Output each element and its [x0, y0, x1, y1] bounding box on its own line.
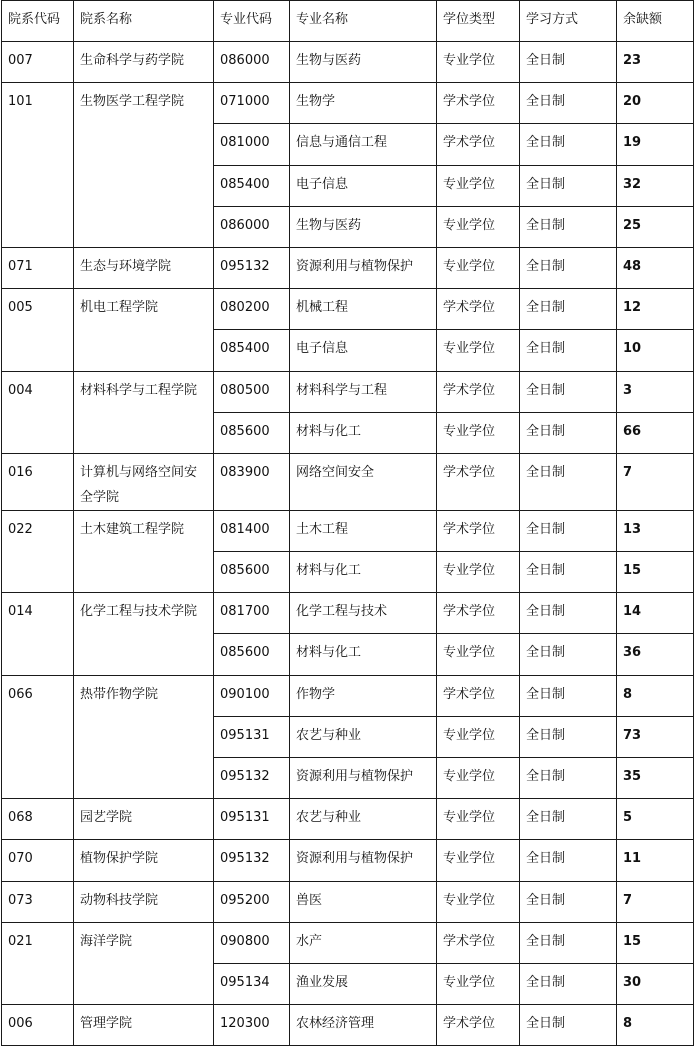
degree-type-cell: 学术学位: [437, 289, 520, 330]
header-vacancy: 余缺额: [617, 1, 694, 42]
study-mode-cell: 全日制: [520, 42, 617, 83]
dept-code-cell: 006: [2, 1005, 74, 1046]
vacancy-cell: 19: [617, 124, 694, 165]
table-row: [2, 510, 694, 551]
vacancy-cell: 25: [617, 206, 694, 247]
dept-name-cell: 生物医学工程学院: [74, 83, 214, 248]
major-name-cell: 材料科学与工程: [290, 371, 437, 412]
degree-type-cell: 专业学位: [437, 247, 520, 288]
major-name-cell: 材料与化工: [290, 412, 437, 453]
major-code-cell: 081000: [214, 124, 290, 165]
study-mode-cell: 全日制: [520, 247, 617, 288]
degree-type-cell: 专业学位: [437, 165, 520, 206]
major-code-cell: 085600: [214, 552, 290, 593]
degree-type-cell: 专业学位: [437, 840, 520, 881]
study-mode-cell: 全日制: [520, 289, 617, 330]
vacancy-cell: 13: [617, 510, 694, 551]
major-code-cell: 081700: [214, 593, 290, 634]
major-code-cell: 086000: [214, 206, 290, 247]
study-mode-cell: 全日制: [520, 922, 617, 963]
study-mode-cell: 全日制: [520, 675, 617, 716]
major-name-cell: 资源利用与植物保护: [290, 840, 437, 881]
dept-name-cell: 热带作物学院: [74, 675, 214, 799]
major-code-cell: 095131: [214, 799, 290, 840]
major-code-cell: 095132: [214, 247, 290, 288]
vacancy-cell: 30: [617, 963, 694, 1004]
table-row: [2, 83, 694, 124]
vacancy-cell: 35: [617, 758, 694, 799]
degree-type-cell: 学术学位: [437, 593, 520, 634]
major-code-cell: 090800: [214, 922, 290, 963]
degree-type-cell: 专业学位: [437, 716, 520, 757]
study-mode-cell: 全日制: [520, 963, 617, 1004]
major-name-cell: 土木工程: [290, 510, 437, 551]
degree-type-cell: 学术学位: [437, 510, 520, 551]
dept-code-cell: 016: [2, 453, 74, 510]
degree-type-cell: 专业学位: [437, 330, 520, 371]
dept-code-cell: 071: [2, 247, 74, 288]
major-name-cell: 兽医: [290, 881, 437, 922]
dept-code-cell: 022: [2, 510, 74, 592]
degree-type-cell: 学术学位: [437, 675, 520, 716]
major-name-cell: 农林经济管理: [290, 1005, 437, 1046]
vacancy-cell: 10: [617, 330, 694, 371]
table-row: [2, 840, 694, 881]
major-name-cell: 电子信息: [290, 165, 437, 206]
study-mode-cell: 全日制: [520, 552, 617, 593]
table-row: [2, 881, 694, 922]
table-row: [2, 371, 694, 412]
dept-code-cell: 068: [2, 799, 74, 840]
dept-name-cell: 土木建筑工程学院: [74, 510, 214, 592]
study-mode-cell: 全日制: [520, 330, 617, 371]
major-name-cell: 生物与医药: [290, 42, 437, 83]
vacancy-cell: 36: [617, 634, 694, 675]
study-mode-cell: 全日制: [520, 1005, 617, 1046]
major-code-cell: 083900: [214, 453, 290, 510]
degree-type-cell: 专业学位: [437, 206, 520, 247]
study-mode-cell: 全日制: [520, 840, 617, 881]
study-mode-cell: 全日制: [520, 799, 617, 840]
header-dept-name: 院系名称: [74, 1, 214, 42]
degree-type-cell: 学术学位: [437, 453, 520, 510]
major-name-cell: 生物学: [290, 83, 437, 124]
degree-type-cell: 学术学位: [437, 922, 520, 963]
header-major-name: 专业名称: [290, 1, 437, 42]
degree-type-cell: 专业学位: [437, 881, 520, 922]
vacancy-cell: 32: [617, 165, 694, 206]
major-name-cell: 材料与化工: [290, 552, 437, 593]
dept-code-cell: 070: [2, 840, 74, 881]
major-code-cell: 095131: [214, 716, 290, 757]
dept-code-cell: 007: [2, 42, 74, 83]
vacancy-cell: 20: [617, 83, 694, 124]
major-name-cell: 作物学: [290, 675, 437, 716]
degree-type-cell: 学术学位: [437, 83, 520, 124]
dept-name-cell: 植物保护学院: [74, 840, 214, 881]
dept-name-cell: 生态与环境学院: [74, 247, 214, 288]
study-mode-cell: 全日制: [520, 371, 617, 412]
dept-code-cell: 021: [2, 922, 74, 1004]
study-mode-cell: 全日制: [520, 165, 617, 206]
vacancy-cell: 48: [617, 247, 694, 288]
table-row: [2, 247, 694, 288]
major-code-cell: 071000: [214, 83, 290, 124]
dept-name-cell: 管理学院: [74, 1005, 214, 1046]
table-body: [2, 42, 694, 1046]
dept-code-cell: 005: [2, 289, 74, 371]
major-code-cell: 086000: [214, 42, 290, 83]
vacancy-cell: 8: [617, 1005, 694, 1046]
dept-code-cell: 014: [2, 593, 74, 675]
major-code-cell: 095200: [214, 881, 290, 922]
vacancy-cell: 8: [617, 675, 694, 716]
header-row: [2, 1, 694, 42]
vacancy-cell: 15: [617, 922, 694, 963]
major-name-cell: 材料与化工: [290, 634, 437, 675]
vacancy-cell: 7: [617, 881, 694, 922]
table-row: [2, 453, 694, 510]
degree-type-cell: 专业学位: [437, 412, 520, 453]
degree-type-cell: 专业学位: [437, 799, 520, 840]
major-name-cell: 网络空间安全: [290, 453, 437, 510]
table-row: [2, 1005, 694, 1046]
dept-name-cell: 机电工程学院: [74, 289, 214, 371]
major-code-cell: 085600: [214, 634, 290, 675]
study-mode-cell: 全日制: [520, 124, 617, 165]
dept-code-cell: 101: [2, 83, 74, 248]
dept-name-cell: 材料科学与工程学院: [74, 371, 214, 453]
dept-name-cell: 海洋学院: [74, 922, 214, 1004]
degree-type-cell: 专业学位: [437, 42, 520, 83]
major-name-cell: 信息与通信工程: [290, 124, 437, 165]
study-mode-cell: 全日制: [520, 206, 617, 247]
degree-type-cell: 学术学位: [437, 1005, 520, 1046]
major-name-cell: 水产: [290, 922, 437, 963]
major-name-cell: 渔业发展: [290, 963, 437, 1004]
study-mode-cell: 全日制: [520, 881, 617, 922]
major-name-cell: 资源利用与植物保护: [290, 247, 437, 288]
dept-name-cell: 园艺学院: [74, 799, 214, 840]
vacancy-cell: 23: [617, 42, 694, 83]
vacancy-cell: 12: [617, 289, 694, 330]
table-row: [2, 289, 694, 330]
study-mode-cell: 全日制: [520, 453, 617, 510]
dept-name-cell: 动物科技学院: [74, 881, 214, 922]
major-name-cell: 农艺与种业: [290, 799, 437, 840]
table-row: [2, 799, 694, 840]
dept-name-cell: 计算机与网络空间安全学院: [74, 453, 214, 510]
vacancy-cell: 7: [617, 453, 694, 510]
major-code-cell: 095132: [214, 840, 290, 881]
header-major-code: 专业代码: [214, 1, 290, 42]
dept-code-cell: 004: [2, 371, 74, 453]
table-row: [2, 922, 694, 963]
study-mode-cell: 全日制: [520, 716, 617, 757]
major-name-cell: 农艺与种业: [290, 716, 437, 757]
dept-code-cell: 073: [2, 881, 74, 922]
study-mode-cell: 全日制: [520, 510, 617, 551]
major-code-cell: 095134: [214, 963, 290, 1004]
vacancy-cell: 11: [617, 840, 694, 881]
major-name-cell: 机械工程: [290, 289, 437, 330]
major-code-cell: 095132: [214, 758, 290, 799]
vacancy-cell: 5: [617, 799, 694, 840]
degree-type-cell: 学术学位: [437, 124, 520, 165]
major-name-cell: 生物与医药: [290, 206, 437, 247]
major-code-cell: 081400: [214, 510, 290, 551]
vacancy-cell: 15: [617, 552, 694, 593]
table-row: [2, 593, 694, 634]
header-degree-type: 学位类型: [437, 1, 520, 42]
major-code-cell: 085400: [214, 165, 290, 206]
vacancy-cell: 3: [617, 371, 694, 412]
dept-name-cell: 生命科学与药学院: [74, 42, 214, 83]
vacancy-cell: 14: [617, 593, 694, 634]
degree-type-cell: 专业学位: [437, 963, 520, 1004]
degree-type-cell: 学术学位: [437, 371, 520, 412]
major-name-cell: 化学工程与技术: [290, 593, 437, 634]
major-code-cell: 080200: [214, 289, 290, 330]
major-code-cell: 085400: [214, 330, 290, 371]
major-name-cell: 电子信息: [290, 330, 437, 371]
study-mode-cell: 全日制: [520, 83, 617, 124]
table-row: [2, 42, 694, 83]
major-code-cell: 085600: [214, 412, 290, 453]
major-code-cell: 080500: [214, 371, 290, 412]
dept-code-cell: 066: [2, 675, 74, 799]
dept-name-cell: 化学工程与技术学院: [74, 593, 214, 675]
vacancy-cell: 66: [617, 412, 694, 453]
study-mode-cell: 全日制: [520, 593, 617, 634]
major-name-cell: 资源利用与植物保护: [290, 758, 437, 799]
major-code-cell: 120300: [214, 1005, 290, 1046]
header-study-mode: 学习方式: [520, 1, 617, 42]
major-code-cell: 090100: [214, 675, 290, 716]
degree-type-cell: 专业学位: [437, 552, 520, 593]
study-mode-cell: 全日制: [520, 758, 617, 799]
degree-type-cell: 专业学位: [437, 634, 520, 675]
vacancy-cell: 73: [617, 716, 694, 757]
degree-type-cell: 专业学位: [437, 758, 520, 799]
table-row: [2, 675, 694, 716]
vacancy-table: [1, 0, 694, 1046]
header-dept-code: 院系代码: [2, 1, 74, 42]
study-mode-cell: 全日制: [520, 412, 617, 453]
study-mode-cell: 全日制: [520, 634, 617, 675]
